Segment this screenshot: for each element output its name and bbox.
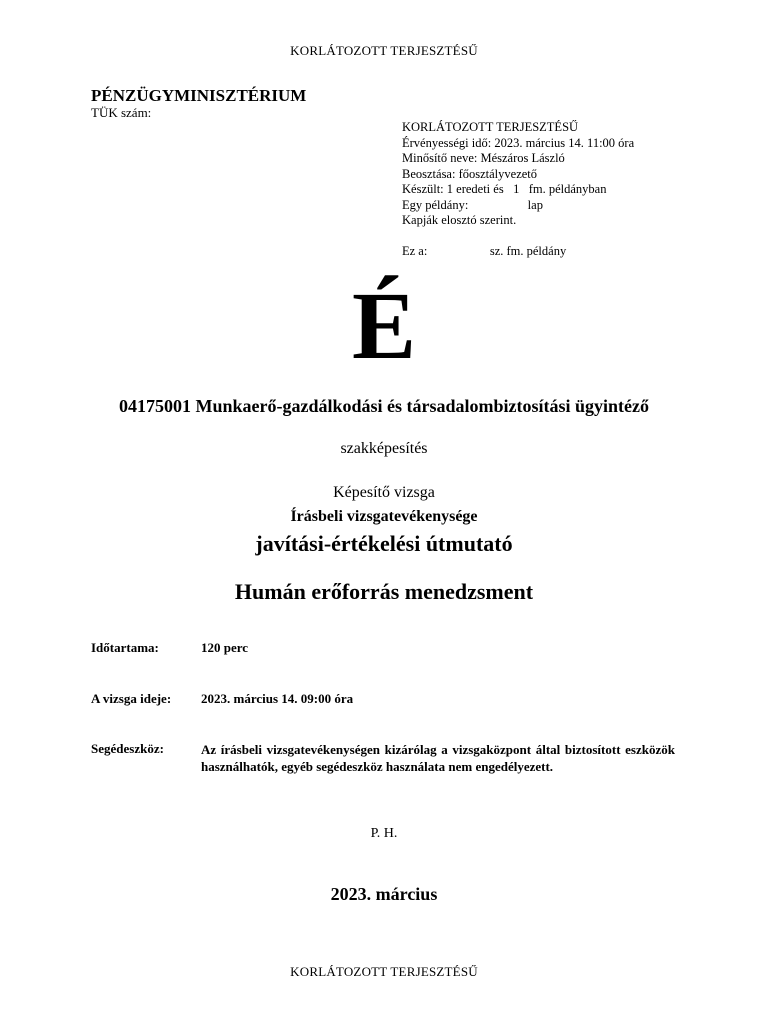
- tuk-number-label: TÜK szám:: [91, 105, 152, 120]
- exam-date-label: A vizsga ideje:: [91, 691, 172, 706]
- issue-date: 2023. március: [330, 884, 438, 904]
- info-validity: Érvényességi idő: 2023. március 14. 11:00 óra: [402, 135, 635, 150]
- info-position: Beosztása: főosztályvezető: [402, 166, 538, 181]
- footer-classification: KORLÁTOZOTT TERJESZTÉSŰ: [290, 964, 478, 979]
- qualification-title: 04175001 Munkaerő-gazdálkodási és társadalombiztosítási ügyintéző: [118, 396, 649, 416]
- info-one-copy: Egy példány: lap: [402, 197, 543, 212]
- exam-type: Képesítő vizsga: [333, 484, 435, 501]
- info-this-copy: Ez a: sz. fm. példány: [402, 243, 567, 258]
- classification-info-block: [402, 120, 634, 259]
- tools-value: Az írásbeli vizsgatevékenységen kizárólag a vizsgaközpont által biztosított eszközök használhatók, egyéb segédeszköz használata nem engedélyezett.: [201, 742, 675, 774]
- tools-label: Segédeszköz:: [91, 741, 164, 756]
- info-classification: KORLÁTOZOTT TERJESZTÉSŰ: [402, 120, 579, 134]
- exam-date-value: 2023. március 14. 09:00 óra: [201, 691, 354, 706]
- ministry-name: PÉNZÜGYMINISZTÉRIUM: [91, 86, 307, 105]
- big-letter: É: [351, 272, 417, 379]
- stamp-placeholder: P. H.: [370, 826, 398, 841]
- info-made: Készült: 1 eredeti és 1 fm. példányban: [402, 182, 607, 196]
- duration-label: Időtartama:: [91, 640, 159, 655]
- qualification-type: szakképesítés: [340, 440, 428, 457]
- duration-value: 120 perc: [201, 640, 249, 655]
- exam-subject: Humán erőforrás menedzsment: [234, 579, 534, 604]
- exam-activity: Írásbeli vizsgatevékenysége: [290, 508, 478, 525]
- info-classifier-name: Minősítő neve: Mészáros László: [402, 151, 565, 165]
- header-classification: KORLÁTOZOTT TERJESZTÉSŰ: [290, 43, 478, 58]
- exam-guide-title: javítási-értékelési útmutató: [255, 531, 513, 556]
- info-recipients: Kapják elosztó szerint.: [402, 213, 517, 227]
